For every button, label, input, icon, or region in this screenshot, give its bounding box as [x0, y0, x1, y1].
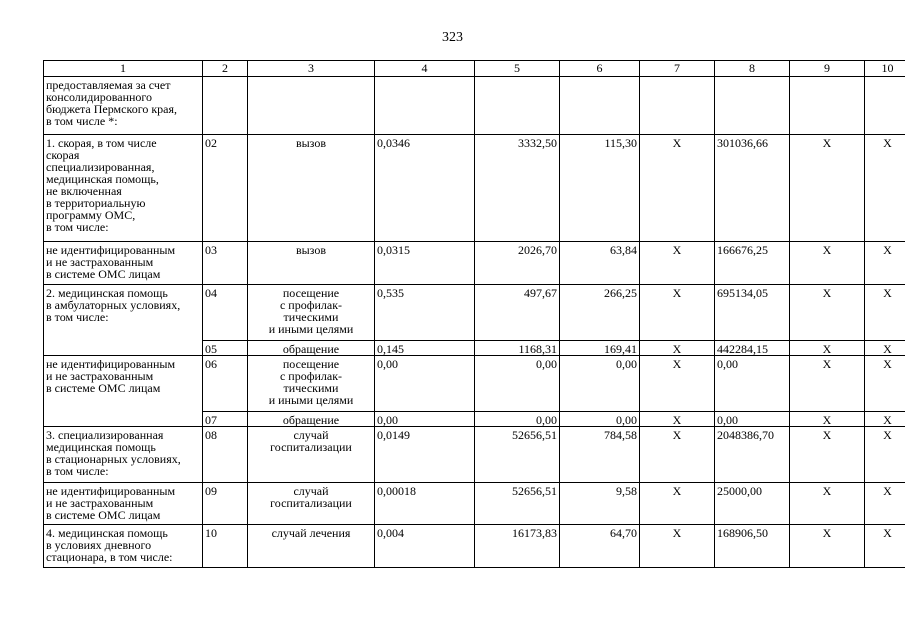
value-cell: 169,41	[560, 341, 640, 356]
page-number: 323	[442, 30, 463, 45]
table-row	[44, 356, 905, 412]
value-cell: X	[640, 483, 715, 525]
value-cell: X	[790, 135, 865, 242]
header-cell: 1	[44, 61, 203, 77]
value-cell	[865, 77, 905, 135]
value-cell: 497,67	[475, 285, 560, 341]
value-cell: X	[790, 356, 865, 412]
value-cell: 52656,51	[475, 427, 560, 483]
value-cell: 0,00	[715, 356, 790, 412]
row-code	[203, 77, 248, 135]
value-cell: X	[640, 412, 715, 427]
value-cell: X	[790, 483, 865, 525]
value-cell: 442284,15	[715, 341, 790, 356]
header-cell: 6	[560, 61, 640, 77]
value-cell: 0,145	[375, 341, 475, 356]
row-label: 3. специализированная медицинская помощь в стационарных условиях, в том числе:	[44, 427, 203, 483]
value-cell: 0,0315	[375, 242, 475, 285]
row-code: 05	[203, 341, 248, 356]
value-cell	[640, 77, 715, 135]
value-cell: X	[865, 483, 905, 525]
header-cell: 3	[248, 61, 375, 77]
row-code: 07	[203, 412, 248, 427]
value-cell	[715, 77, 790, 135]
value-cell: 9,58	[560, 483, 640, 525]
value-cell: X	[790, 525, 865, 568]
unit-cell: обращение	[248, 412, 375, 427]
value-cell	[375, 77, 475, 135]
value-cell: 0,00	[475, 412, 560, 427]
row-code: 03	[203, 242, 248, 285]
unit-cell: вызов	[248, 135, 375, 242]
table-row	[44, 285, 905, 341]
unit-cell: обращение	[248, 341, 375, 356]
value-cell: 0,00	[560, 356, 640, 412]
header-cell: 8	[715, 61, 790, 77]
value-cell: 0,00	[560, 412, 640, 427]
table-row	[44, 427, 905, 483]
row-code: 08	[203, 427, 248, 483]
table-row	[44, 525, 905, 568]
value-cell: X	[640, 135, 715, 242]
value-cell: X	[790, 427, 865, 483]
value-cell: 16173,83	[475, 525, 560, 568]
row-label: не идентифицированным и не застрахованным в системе ОМС лицам	[44, 242, 203, 285]
value-cell: X	[865, 427, 905, 483]
table-row	[44, 242, 905, 285]
value-cell: 168906,50	[715, 525, 790, 568]
unit-cell: вызов	[248, 242, 375, 285]
value-cell: 0,535	[375, 285, 475, 341]
value-cell: X	[640, 356, 715, 412]
table-row	[44, 135, 905, 242]
value-cell	[475, 77, 560, 135]
value-cell: 0,0346	[375, 135, 475, 242]
row-label: 4. медицинская помощь в условиях дневного стационара, в том числе:	[44, 525, 203, 568]
row-label: 1. скорая, в том числе скорая специализированная, медицинская помощь, не включенная в территориальную программу ОМС, в том числе:	[44, 135, 203, 242]
row-label: не идентифицированным и не застрахованным в системе ОМС лицам	[44, 356, 203, 427]
value-cell: 0,00	[375, 412, 475, 427]
value-cell: 52656,51	[475, 483, 560, 525]
unit-cell: случай госпитализации	[248, 483, 375, 525]
unit-cell	[248, 77, 375, 135]
row-code: 10	[203, 525, 248, 568]
value-cell: X	[640, 525, 715, 568]
value-cell: 1168,31	[475, 341, 560, 356]
value-cell: X	[790, 242, 865, 285]
unit-cell: случай лечения	[248, 525, 375, 568]
value-cell: X	[640, 242, 715, 285]
value-cell: X	[865, 135, 905, 242]
row-code: 09	[203, 483, 248, 525]
value-cell: 0,004	[375, 525, 475, 568]
value-cell: X	[640, 427, 715, 483]
value-cell: 25000,00	[715, 483, 790, 525]
value-cell: 63,84	[560, 242, 640, 285]
data-table	[43, 60, 905, 568]
value-cell: 3332,50	[475, 135, 560, 242]
value-cell: 166676,25	[715, 242, 790, 285]
value-cell	[790, 77, 865, 135]
value-cell: 0,0149	[375, 427, 475, 483]
header-cell: 10	[865, 61, 905, 77]
value-cell: X	[865, 341, 905, 356]
value-cell: 301036,66	[715, 135, 790, 242]
value-cell: 695134,05	[715, 285, 790, 341]
value-cell: 266,25	[560, 285, 640, 341]
header-cell: 5	[475, 61, 560, 77]
header-cell: 7	[640, 61, 715, 77]
value-cell: 2048386,70	[715, 427, 790, 483]
row-code: 02	[203, 135, 248, 242]
value-cell: X	[865, 285, 905, 341]
value-cell: 0,00	[715, 412, 790, 427]
value-cell	[560, 77, 640, 135]
value-cell: X	[640, 285, 715, 341]
row-label: не идентифицированным и не застрахованным в системе ОМС лицам	[44, 483, 203, 525]
unit-cell: посещение с профилак- тическими и иными целями	[248, 356, 375, 412]
header-row	[44, 61, 905, 77]
row-code: 06	[203, 356, 248, 412]
unit-cell: случай госпитализации	[248, 427, 375, 483]
value-cell: 784,58	[560, 427, 640, 483]
value-cell: 0,00	[375, 356, 475, 412]
value-cell: 115,30	[560, 135, 640, 242]
value-cell: 2026,70	[475, 242, 560, 285]
table-row	[44, 483, 905, 525]
value-cell: X	[865, 525, 905, 568]
value-cell: X	[865, 242, 905, 285]
value-cell: 0,00	[475, 356, 560, 412]
table-row	[44, 77, 905, 135]
value-cell: 0,00018	[375, 483, 475, 525]
header-cell: 9	[790, 61, 865, 77]
value-cell: X	[790, 412, 865, 427]
value-cell: X	[640, 341, 715, 356]
header-cell: 4	[375, 61, 475, 77]
value-cell: X	[865, 356, 905, 412]
row-code: 04	[203, 285, 248, 341]
unit-cell: посещение с профилак- тическими и иными целями	[248, 285, 375, 341]
value-cell: X	[865, 412, 905, 427]
row-label: 2. медицинская помощь в амбулаторных условиях, в том числе:	[44, 285, 203, 356]
value-cell: 64,70	[560, 525, 640, 568]
value-cell: X	[790, 285, 865, 341]
header-cell: 2	[203, 61, 248, 77]
row-label: предоставляемая за счет консолидированного бюджета Пермского края, в том числе *:	[44, 77, 203, 135]
value-cell: X	[790, 341, 865, 356]
